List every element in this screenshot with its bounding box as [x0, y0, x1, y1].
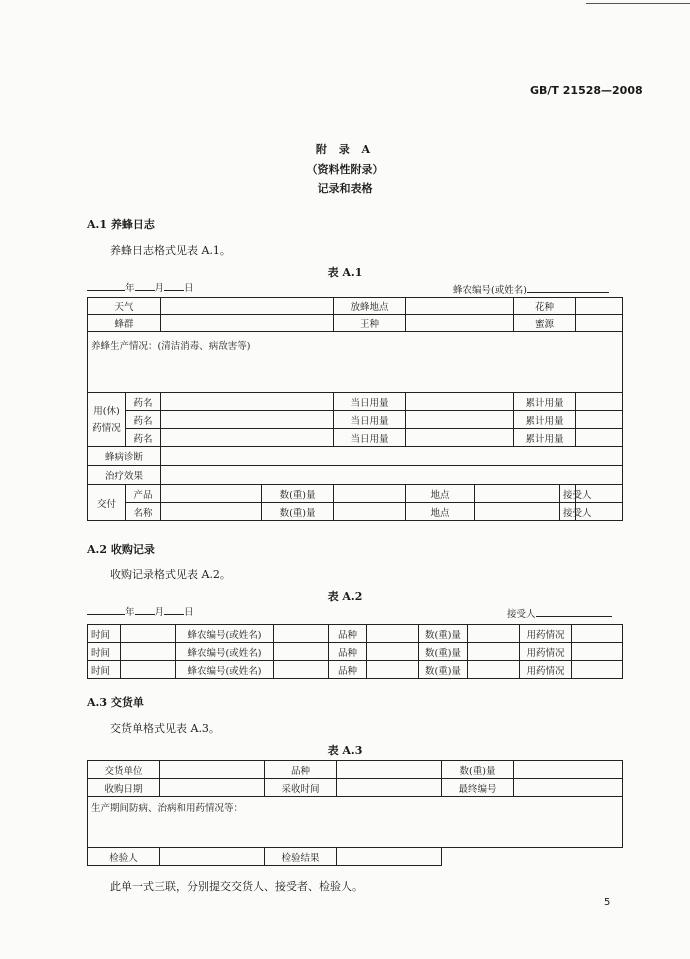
appendix-title: 附 录 A [315, 143, 375, 156]
table-a3-title: 表 A.3 [327, 744, 363, 757]
drug-use-value[interactable] [572, 661, 623, 679]
drug-use-label: 用药情况 [520, 661, 572, 679]
daily-dose-value[interactable] [406, 411, 514, 429]
drug-name-label: 药名 [126, 429, 161, 447]
delivery-unit-value[interactable] [160, 761, 265, 779]
daily-dose-label: 当日用量 [334, 411, 406, 429]
nectar-label: 蜜源 [514, 315, 576, 332]
inspect-result-value[interactable] [337, 848, 442, 866]
harvest-date-value[interactable] [160, 779, 265, 797]
delivery-label: 交付 [88, 485, 126, 521]
variety-value[interactable] [367, 625, 419, 643]
quantity-value[interactable] [334, 503, 406, 521]
section-a3-heading: A.3 交货单 [87, 696, 144, 709]
site-label: 放蜂地点 [334, 298, 406, 315]
top-border-line [586, 3, 690, 4]
beekeeper-no-value[interactable] [274, 643, 329, 661]
drug-group-label: 用(休) 药情况 [88, 393, 126, 447]
time-label: 时间 [88, 643, 121, 661]
drug-name-value[interactable] [161, 429, 334, 447]
place-value[interactable] [475, 503, 560, 521]
daily-dose-label: 当日用量 [334, 429, 406, 447]
variety-value[interactable] [337, 761, 442, 779]
production-cell[interactable] [88, 332, 623, 393]
receiver-label: 接受人 [560, 503, 576, 521]
table-a1-date-line: 年 月 日 [87, 280, 194, 294]
place-label: 地点 [406, 485, 475, 503]
page-number: 5 [604, 897, 611, 908]
product-name-label: 名称 [126, 503, 161, 521]
product-label: 产品 [126, 485, 161, 503]
time-value[interactable] [121, 643, 176, 661]
cumulative-dose-label: 累计用量 [514, 429, 576, 447]
section-a1-intro: 养蜂日志格式见表 A.1。 [110, 244, 231, 257]
beekeeper-no-value[interactable] [274, 661, 329, 679]
collect-time-value[interactable] [337, 779, 442, 797]
site-value[interactable] [406, 298, 514, 315]
colony-label: 蜂群 [88, 315, 161, 332]
quantity-value[interactable] [468, 625, 520, 643]
table-a1 [87, 297, 623, 521]
drug-name-label: 药名 [126, 393, 161, 411]
inspector-value[interactable] [160, 848, 265, 866]
variety-label: 品种 [329, 643, 367, 661]
flower-label: 花种 [514, 298, 576, 315]
appendix-name: 记录和表格 [317, 182, 373, 195]
quantity-label: 数(重)量 [419, 661, 468, 679]
daily-dose-value[interactable] [406, 393, 514, 411]
variety-value[interactable] [367, 661, 419, 679]
quantity-value[interactable] [514, 761, 623, 779]
table-a2-title: 表 A.2 [327, 590, 363, 603]
empty-cell [442, 848, 623, 866]
quantity-value[interactable] [468, 643, 520, 661]
effect-value[interactable] [161, 466, 623, 485]
beekeeper-no-value[interactable] [274, 625, 329, 643]
daily-dose-label: 当日用量 [334, 393, 406, 411]
disease-info-cell[interactable] [88, 797, 623, 848]
beekeeper-no-label: 蜂农编号(或姓名) [176, 625, 274, 643]
drug-use-value[interactable] [572, 625, 623, 643]
product-name-value[interactable] [161, 503, 262, 521]
disease-info-label: 生产期间防病、治病和用药情况等： [91, 803, 244, 814]
queen-value[interactable] [406, 315, 514, 332]
appendix-nature: （资料性附录） [306, 163, 384, 176]
quantity-label: 数(重)量 [262, 503, 334, 521]
diagnosis-label: 蜂病诊断 [88, 447, 161, 466]
place-value[interactable] [475, 485, 560, 503]
cumulative-dose-label: 累计用量 [514, 393, 576, 411]
footer-note: 此单一式三联，分别提交交货人、接受者、检验人。 [110, 880, 363, 893]
table-a2-date-line: 年 月 日 [87, 604, 194, 618]
drug-use-label: 用药情况 [520, 643, 572, 661]
quantity-label: 数(重)量 [419, 643, 468, 661]
variety-label: 品种 [329, 661, 367, 679]
collect-time-label: 采收时间 [265, 779, 337, 797]
effect-label: 治疗效果 [88, 466, 161, 485]
harvest-date-label: 收购日期 [88, 779, 160, 797]
cumulative-dose-value[interactable] [576, 393, 623, 411]
section-a1-heading: A.1 养蜂日志 [87, 218, 155, 231]
drug-use-label: 用药情况 [520, 625, 572, 643]
quantity-value[interactable] [468, 661, 520, 679]
inspect-result-label: 检验结果 [265, 848, 337, 866]
beekeeper-no-label: 蜂农编号(或姓名) [176, 643, 274, 661]
quantity-value[interactable] [334, 485, 406, 503]
time-value[interactable] [121, 661, 176, 679]
weather-value[interactable] [161, 298, 334, 315]
time-label: 时间 [88, 625, 121, 643]
drug-name-value[interactable] [161, 411, 334, 429]
queen-label: 王种 [334, 315, 406, 332]
product-value[interactable] [161, 485, 262, 503]
drug-name-label: 药名 [126, 411, 161, 429]
weather-label: 天气 [88, 298, 161, 315]
final-no-label: 最终编号 [442, 779, 514, 797]
final-no-value[interactable] [514, 779, 623, 797]
time-label: 时间 [88, 661, 121, 679]
beekeeper-no-label: 蜂农编号(或姓名) [176, 661, 274, 679]
variety-label: 品种 [265, 761, 337, 779]
place-label: 地点 [406, 503, 475, 521]
daily-dose-value[interactable] [406, 429, 514, 447]
drug-name-value[interactable] [161, 393, 334, 411]
variety-value[interactable] [367, 643, 419, 661]
delivery-unit-label: 交货单位 [88, 761, 160, 779]
nectar-value[interactable] [576, 315, 623, 332]
standard-number: GB/T 21528—2008 [530, 84, 643, 97]
table-a1-title: 表 A.1 [327, 266, 363, 279]
diagnosis-value[interactable] [161, 447, 623, 466]
inspector-label: 检验人 [88, 848, 160, 866]
flower-value[interactable] [576, 298, 623, 315]
cumulative-dose-value[interactable] [576, 429, 623, 447]
table-a1-beekeeper-line: 蜂农编号(或姓名) [453, 282, 609, 296]
cumulative-dose-label: 累计用量 [514, 411, 576, 429]
section-a3-intro: 交货单格式见表 A.3。 [110, 722, 220, 735]
quantity-label: 数(重)量 [262, 485, 334, 503]
colony-value[interactable] [161, 315, 334, 332]
quantity-label: 数(重)量 [442, 761, 514, 779]
table-a2 [87, 624, 623, 679]
variety-label: 品种 [329, 625, 367, 643]
production-label: 养蜂生产情况：(清洁消毒、病敌害等) [91, 341, 251, 352]
cumulative-dose-value[interactable] [576, 411, 623, 429]
drug-use-value[interactable] [572, 643, 623, 661]
section-a2-heading: A.2 收购记录 [87, 543, 155, 556]
table-a2-receiver-line: 接受人 [507, 606, 612, 620]
table-a3 [87, 760, 623, 866]
receiver-label: 接受人 [560, 485, 576, 503]
time-value[interactable] [121, 625, 176, 643]
section-a2-intro: 收购记录格式见表 A.2。 [110, 568, 231, 581]
quantity-label: 数(重)量 [419, 625, 468, 643]
